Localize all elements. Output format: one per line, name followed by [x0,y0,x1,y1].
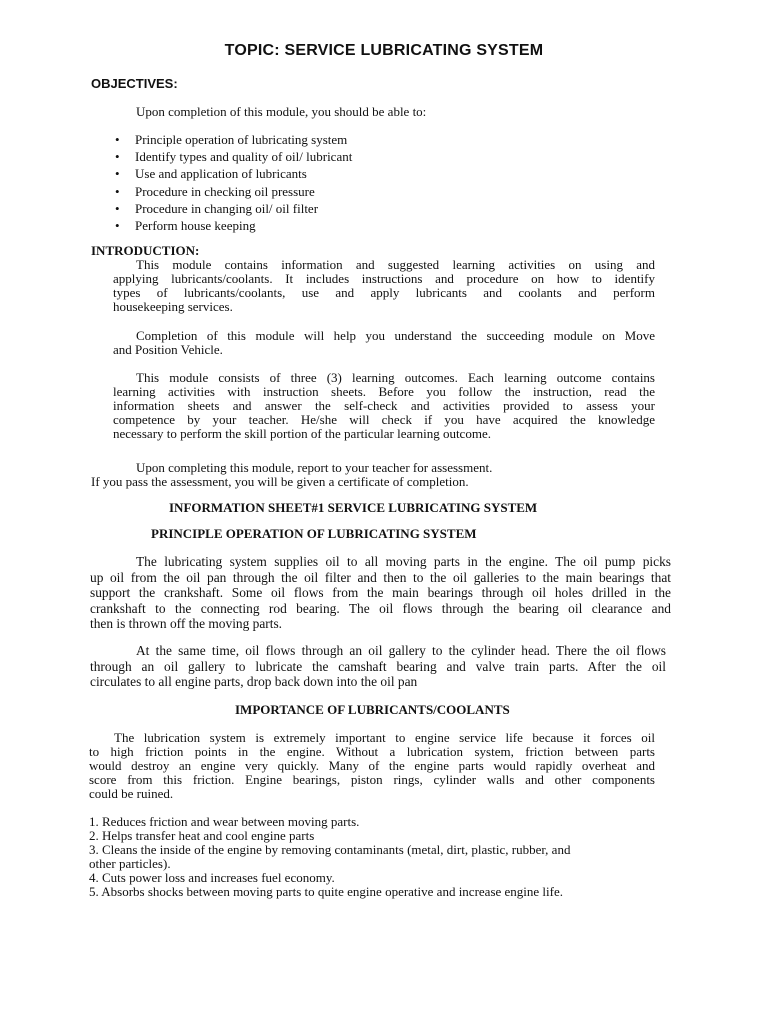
list-item: • Perform house keeping [113,217,352,234]
intro-paragraph-4-line-2: If you pass the assessment, you will be given a certificate of completion. [91,474,469,489]
text-line: then is thrown off the moving parts. [90,616,283,631]
importance-paragraph [89,731,655,801]
importance-list [89,815,570,899]
text-line: At the same time, oil flows through an oil gallery to the cylinder head. There the oil flows [136,643,666,658]
objectives-list [113,131,352,234]
text-line: The lubrication system is extremely important to engine service life because it forces oil [114,730,655,745]
principle-paragraph-1 [90,554,671,632]
intro-paragraph-4-line-1: Upon completing this module, report to your teacher for assessment. [136,460,493,475]
intro-paragraph-2 [113,329,655,357]
text-line: could be ruined. [89,786,174,801]
list-item: other particles). [89,856,171,871]
text-line: Completion of this module will help you understand the succeeding module on Move [136,328,655,343]
intro-paragraph-3 [113,371,655,441]
text-line: would destroy an engine very quickly. Many of the engine parts would rapidly overheat and [89,758,655,773]
introduction-heading: INTRODUCTION: [91,243,200,258]
text-line: This module consists of three (3) learning outcomes. Each learning outcome contains [136,370,655,385]
text-line: up oil from the oil pan through the oil filter and then to the oil galleries to the main bearings that [90,569,671,585]
objectives-heading: OBJECTIVES: [91,76,178,91]
text-line: information sheets and answer the self-check and activities provided to assess your [113,398,655,413]
text-line: competence by your teacher. He/she will check if you have acquired the knowledge [113,412,655,427]
list-item: • Procedure in changing oil/ oil filter [113,200,352,217]
text-line: circulates to all engine parts, drop back down into the oil pan [90,674,418,689]
text-line: types of lubricants/coolants, use and apply lubricants and coolants and perform [113,285,655,300]
text-line: crankshaft to the connecting rod bearing. The oil flows through the bearing oil clearance and [90,600,671,616]
list-item: 4. Cuts power loss and increases fuel economy. [89,870,335,885]
list-item: • Use and application of lubricants [113,165,352,182]
principle-heading: PRINCIPLE OPERATION OF LUBRICATING SYSTEM [151,526,477,541]
text-line: to high friction points in the engine. Without a lubrication system, friction between parts [89,744,655,759]
objectives-intro: Upon completion of this module, you should be able to: [136,104,427,119]
text-line: This module contains information and suggested learning activities on using and [136,257,655,272]
list-item: 1. Reduces friction and wear between moving parts. [89,814,360,829]
list-item: • Identify types and quality of oil/ lubricant [113,148,352,165]
text-line: housekeeping services. [113,299,233,314]
text-line: score from this friction. Engine bearings, piston rings, cylinder walls and other components [89,772,655,787]
list-item: • Procedure in checking oil pressure [113,183,352,200]
text-line: through an oil gallery to lubricate the camshaft bearing and valve train parts. After the oil [90,658,666,674]
principle-paragraph-2 [90,643,666,690]
page-title: TOPIC: SERVICE LUBRICATING SYSTEM [224,42,544,59]
info-sheet-heading: INFORMATION SHEET#1 SERVICE LUBRICATING SYSTEM [169,500,538,515]
list-item: 5. Absorbs shocks between moving parts to quite engine operative and increase engine life. [89,884,564,899]
importance-heading: IMPORTANCE OF LUBRICANTS/COOLANTS [235,702,510,717]
list-item: 3. Cleans the inside of the engine by removing contaminants (metal, dirt, plastic, rubber, and [89,842,571,857]
text-line: applying lubricants/coolants. It includes instructions and procedure on how to identify [113,271,655,286]
text-line: and Position Vehicle. [113,342,223,357]
intro-paragraph-1 [113,258,655,314]
text-line: necessary to perform the skill portion of the particular learning outcome. [113,426,491,441]
text-line: The lubricating system supplies oil to all moving parts in the engine. The oil pump picks [136,554,671,569]
text-line: learning activities with instruction sheets. Before you follow the instruction, read the [113,384,655,399]
list-item: • Principle operation of lubricating system [113,131,352,148]
list-item: 2. Helps transfer heat and cool engine parts [89,828,315,843]
text-line: support the crankshaft. Some oil flows from the main bearings through oil holes drilled in the [90,585,671,600]
